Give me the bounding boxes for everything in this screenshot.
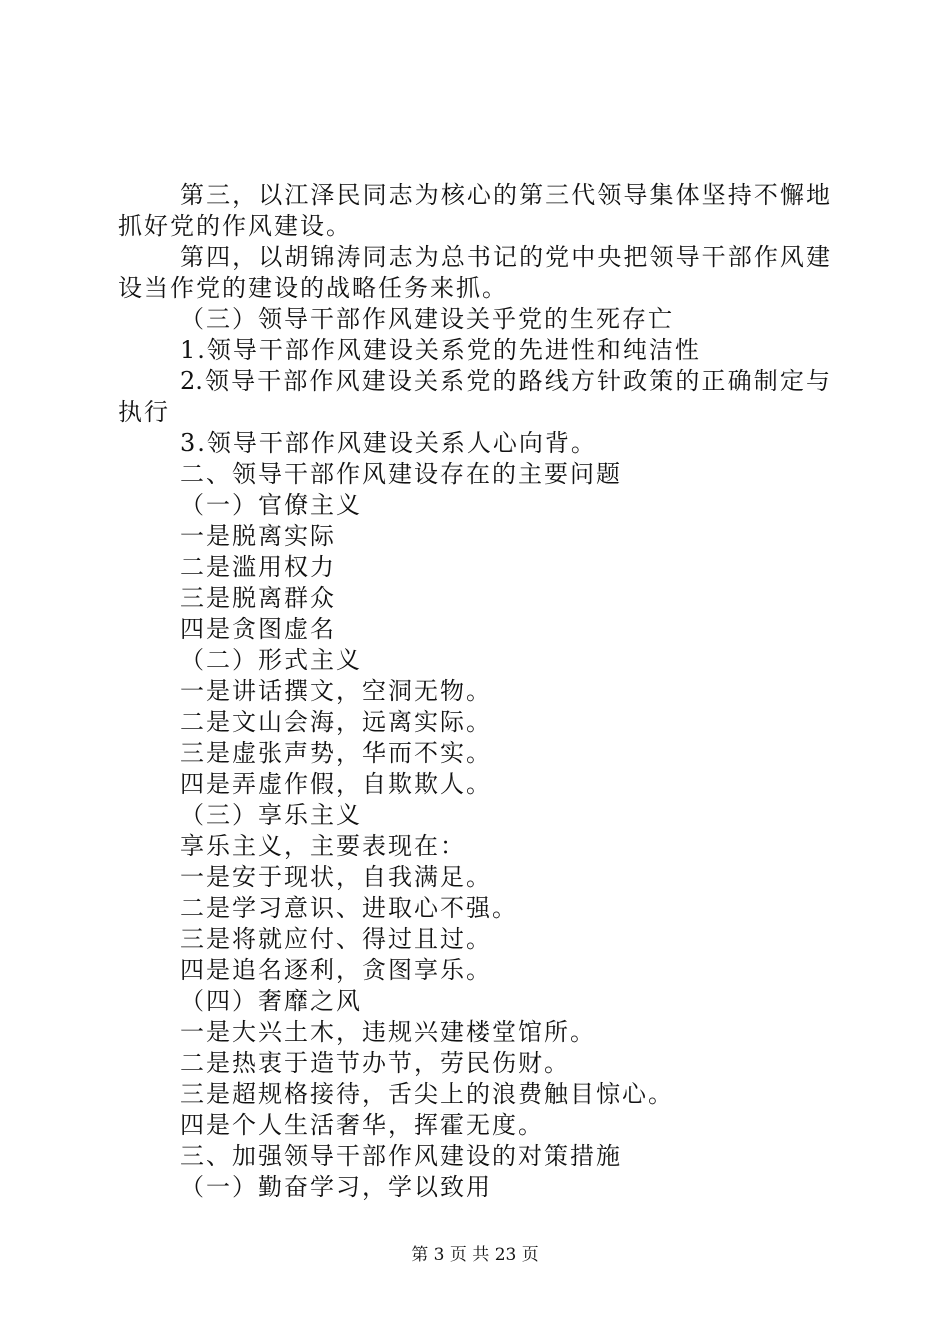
list-item: 四是贪图虚名 <box>180 615 336 643</box>
body-line: 第四，以胡锦涛同志为总书记的党中央把领导干部作风建 <box>180 243 830 271</box>
sub-heading: （三）享乐主义 <box>180 801 362 829</box>
page-footer: 第 3 页 共 23 页 <box>411 1245 539 1265</box>
body-line: 第三，以江泽民同志为核心的第三代领导集体坚持不懈地 <box>180 181 830 209</box>
list-item: 二是滥用权力 <box>180 553 336 581</box>
list-item: 四是个人生活奢华，挥霍无度。 <box>180 1111 544 1139</box>
list-item: 三是虚张声势，华而不实。 <box>180 739 492 767</box>
list-item: 三是超规格接待，舌尖上的浪费触目惊心。 <box>180 1080 674 1108</box>
body-line: 3.领导干部作风建设关系人心向背。 <box>180 429 597 457</box>
body-line: 享乐主义，主要表现在： <box>180 832 466 860</box>
sub-heading: （四）奢靡之风 <box>180 987 362 1015</box>
list-item: 三是脱离群众 <box>180 584 336 612</box>
list-item: 二是文山会海，远离实际。 <box>180 708 492 736</box>
section-heading: （三）领导干部作风建设关乎党的生死存亡 <box>180 305 674 333</box>
list-item: 三是将就应付、得过且过。 <box>180 925 492 953</box>
sub-heading: （一）勤奋学习，学以致用 <box>180 1173 492 1201</box>
list-item: 四是追名逐利，贪图享乐。 <box>180 956 492 984</box>
list-item: 一是大兴土木，违规兴建楼堂馆所。 <box>180 1018 596 1046</box>
list-item: 一是安于现状，自我满足。 <box>180 863 492 891</box>
list-item: 一是脱离实际 <box>180 522 336 550</box>
body-line: 设当作党的建设的战略任务来抓。 <box>118 274 508 302</box>
sub-heading: （二）形式主义 <box>180 646 362 674</box>
body-line: 1.领导干部作风建设关系党的先进性和纯洁性 <box>180 336 701 364</box>
section-heading: 三、加强领导干部作风建设的对策措施 <box>180 1142 622 1170</box>
body-line: 抓好党的作风建设。 <box>118 212 352 240</box>
list-item: 二是学习意识、进取心不强。 <box>180 894 518 922</box>
sub-heading: （一）官僚主义 <box>180 491 362 519</box>
body-line: 2.领导干部作风建设关系党的路线方针政策的正确制定与 <box>180 367 830 395</box>
body-line: 执行 <box>118 398 170 426</box>
section-heading: 二、领导干部作风建设存在的主要问题 <box>180 460 622 488</box>
list-item: 二是热衷于造节办节，劳民伤财。 <box>180 1049 570 1077</box>
list-item: 四是弄虚作假，自欺欺人。 <box>180 770 492 798</box>
list-item: 一是讲话撰文，空洞无物。 <box>180 677 492 705</box>
